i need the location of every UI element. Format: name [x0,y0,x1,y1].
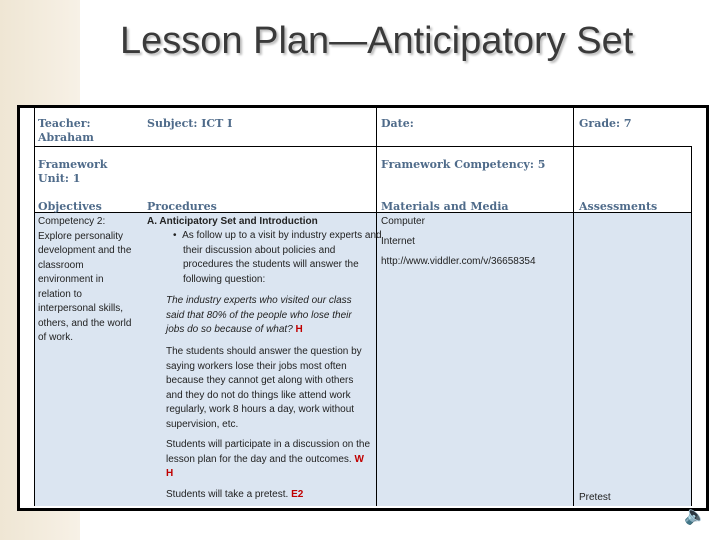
grade: Grade: 7 [579,117,632,130]
header-materials: Materials and Media [381,200,509,213]
subject: Subject: ICT I [147,117,233,130]
assessment-pretest: Pretest [579,492,611,503]
procedure-pretest [166,488,372,503]
pretest-text: Students will take a pretest. [166,489,289,500]
objectives-text: Competency 2: Explore personality development and the classroom environment in relation to interpersonal skills, others, and the world of work. [38,216,132,343]
header-procedures: Procedures [147,200,217,213]
speaker-icon[interactable]: 🔈 [684,505,707,525]
framework-unit: Framework Unit: 1 [38,158,108,185]
discussion-text: Students will participate in a discussion on the lesson plan for the day and the outcomes. [166,439,371,465]
material-computer: Computer [381,216,425,227]
material-internet: Internet [381,236,415,247]
date: Date: [381,117,414,130]
discussion-tag: W H [166,453,364,479]
teacher: Teacher: Abraham [38,117,94,144]
lesson-plan-image [17,105,709,511]
header-assessments: Assessments [579,200,658,213]
framework-competency: Framework Competency: 5 [381,158,546,171]
procedure-question [166,294,372,338]
question-text: The industry experts who visited our class said that 80% of the people who lose their jobs do so because of what? [166,295,352,335]
procedure-heading: A. Anticipatory Set and Introduction [147,216,318,227]
bullet-text: As follow up to a visit by industry experts and their discussion about policies and procedures the students will answer the following question: [182,230,382,285]
procedure-discussion [166,438,372,482]
procedure-bullet: • As follow up to a visit by industry experts and their discussion about policies and procedures the students will answer the following question: [173,230,382,285]
procedure-answer: The students should answer the question by saying workers lose their jobs most often because they cannot get along with others and they do not do things like attend work regularly, work 8 hours a day, work without supervision, etc. [166,346,362,430]
header-objectives: Objectives [38,200,102,213]
question-tag: H [295,324,303,335]
material-link[interactable]: http://www.viddler.com/v/36658354 [381,256,536,267]
slide-title: Lesson Plan—Anticipatory Set [120,20,634,62]
pretest-tag: E2 [291,489,304,500]
